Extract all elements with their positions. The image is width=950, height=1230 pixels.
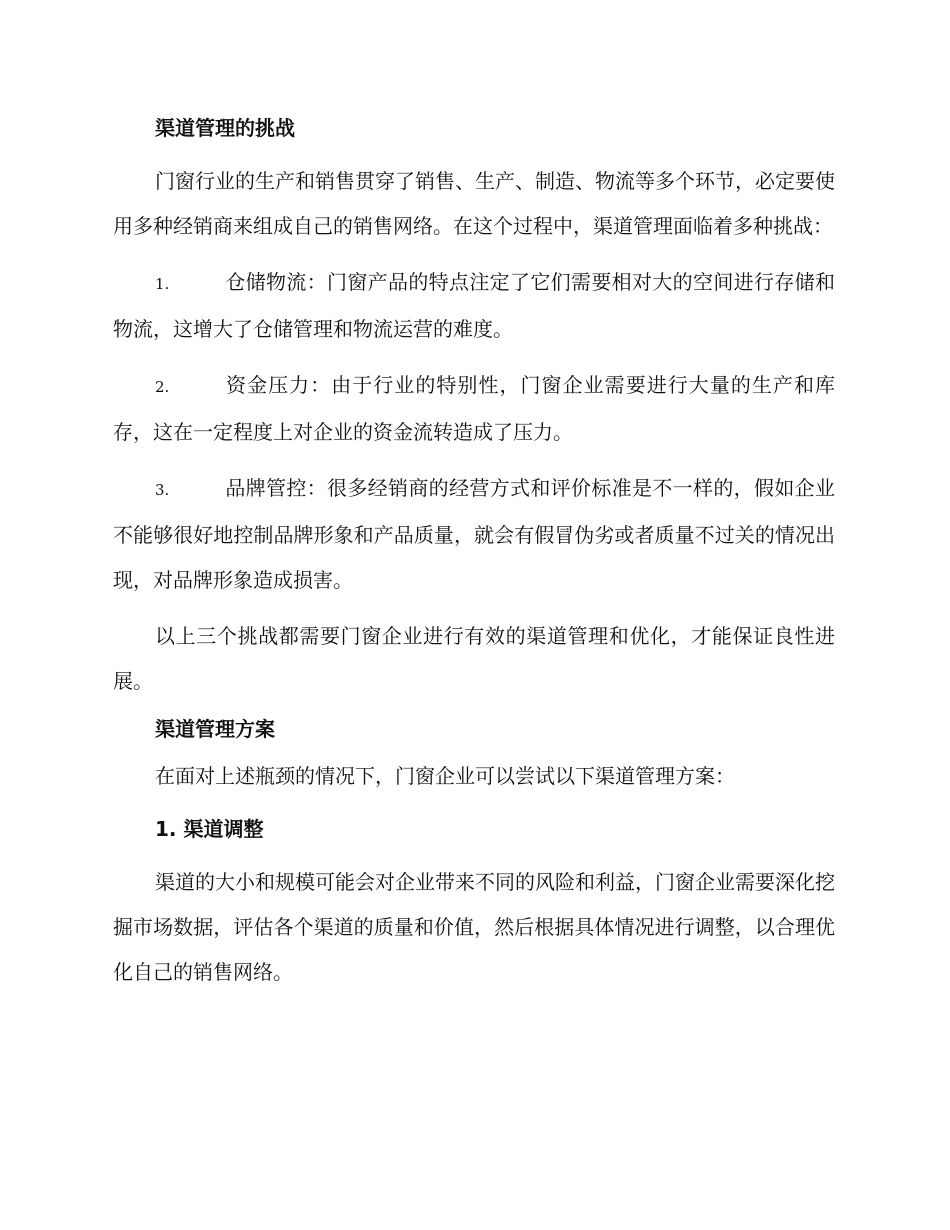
list-item — [113, 363, 835, 455]
list-item-text: 品牌管控：很多经销商的经营方式和评价标准是不一样的，假如企业不能够很好地控制品牌形象和产品质量，就会有假冒伪劣或者质量不过关的情况出现，对品牌形象造成损害。 — [113, 476, 835, 592]
subheading-channel-adjustment: 1. 渠道调整 — [155, 817, 264, 841]
list-number: 3. — [155, 481, 170, 499]
section-heading-solutions: 渠道管理方案 — [155, 717, 275, 741]
list-number: 2. — [155, 378, 170, 396]
channel-adjustment-paragraph: 渠道的大小和规模可能会对企业带来不同的风险和利益，门窗企业需要深化挖掘市场数据，评估各个渠道的质量和价值，然后根据具体情况进行调整，以合理优化自己的销售网络。 — [113, 870, 835, 984]
list-number: 1. — [155, 275, 170, 293]
challenges-intro-paragraph: 门窗行业的生产和销售贯穿了销售、生产、制造、物流等多个环节，必定要使用多种经销商来组成自己的销售网络。在这个过程中，渠道管理面临着多种挑战： — [113, 169, 835, 238]
challenges-conclusion-paragraph: 以上三个挑战都需要门窗企业进行有效的渠道管理和优化，才能保证良性进展。 — [113, 624, 835, 693]
list-item-text: 资金压力：由于行业的特别性，门窗企业需要进行大量的生产和库存，这在一定程度上对企业的资金流转造成了压力。 — [113, 373, 835, 444]
section-heading-challenges: 渠道管理的挑战 — [155, 116, 295, 140]
list-item — [113, 466, 835, 603]
list-item-text: 仓储物流：门窗产品的特点注定了它们需要相对大的空间进行存储和物流，这增大了仓储管理和物流运营的难度。 — [113, 270, 835, 341]
solutions-intro-paragraph: 在面对上述瓶颈的情况下，门窗企业可以尝试以下渠道管理方案： — [155, 764, 735, 788]
list-item — [113, 260, 835, 352]
document-body — [113, 112, 835, 995]
